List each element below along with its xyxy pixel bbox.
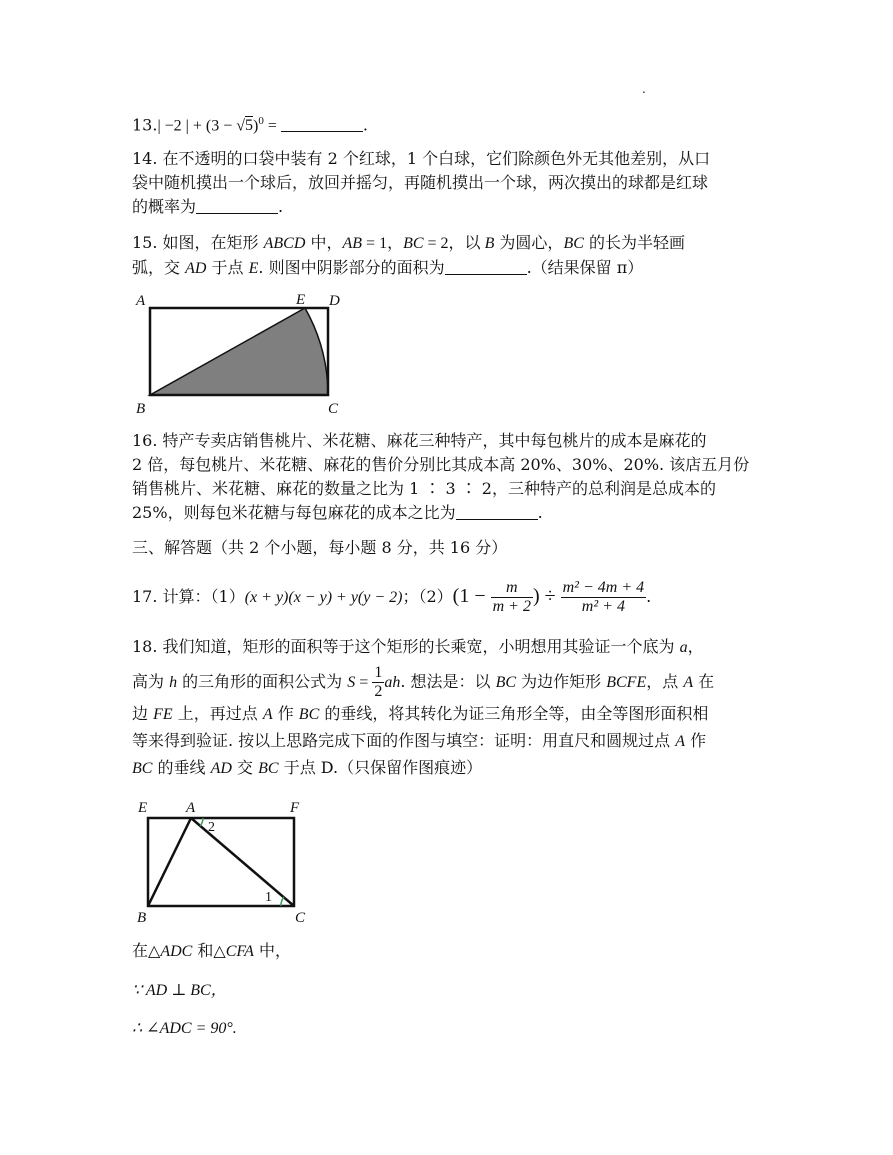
label-E: E [138, 800, 148, 816]
angle-1-mark [281, 897, 284, 906]
label-angle-1: 1 [265, 890, 272, 905]
question-16-line-2: 2 倍，每包桃片、米花糖、麻花的售价分别比其成本高 20%、30%、20%. 该店五月份 [132, 455, 750, 474]
because-line: ∵ AD ⊥ BC， [132, 982, 227, 999]
question-18-line-5: BC 的垂线 AD 交 BC 于点 D.（只保留作图痕迹） [132, 758, 483, 777]
therefore-line: ∴ ∠ADC = 90°. [132, 1020, 237, 1037]
answer-blank[interactable] [445, 258, 527, 275]
label-E: E [296, 292, 306, 308]
section-3-title: 三、解答题（共 2 个小题，每小题 8 分，共 16 分） [132, 538, 508, 557]
sqrt-sign: √ [236, 117, 246, 135]
label-F: F [290, 800, 300, 816]
label-A: A [136, 293, 146, 309]
label-A: A [186, 800, 196, 816]
question-15-line-1: 15. 如图，在矩形 ABCD 中，AB = 1，BC = 2，以 B 为圆心，BC 的长为半轻画 [132, 233, 685, 252]
label-D: D [329, 293, 340, 309]
answer-blank[interactable] [196, 197, 278, 214]
question-18-line-3: 边 FE 上，再过点 A 作 BC 的垂线，将其转化为证三角形全等，由全等图形面积相 [132, 704, 709, 723]
question-16-line-4: 25%，则每包米花糖与每包麻花的成本之比为 . [132, 503, 543, 522]
figure-rectangle-bcfe [130, 795, 330, 925]
label-angle-2: 2 [208, 820, 215, 835]
label-B: B [136, 401, 146, 417]
question-18-line-1: 18. 我们知道，矩形的面积等于这个矩形的长乘宽，小明想用其验证一个底为 a， [132, 637, 704, 656]
segment-ac [191, 818, 294, 906]
answer-blank[interactable] [456, 503, 538, 520]
question-15-line-2: 弧，交 AD 于点 E. 则图中阴影部分的面积为 .（结果保留 π） [132, 258, 644, 277]
corner-dot: . [642, 82, 646, 96]
answer-blank[interactable] [281, 115, 363, 132]
question-18-line-2: 高为 h 的三角形的面积公式为 S = $\frac{1}{2}$ ah. 想法是：以 BC 为边作矩形 BCFE，点 A 在 [132, 664, 715, 700]
figure-rectangle-abcd [130, 285, 360, 420]
fraction-2: $\frac{\text{m² − 4m + 4}}{\text{m² + 4}}$ [562, 579, 645, 615]
question-17: 17. 计算：（1）(x + y)(x − y) + y(y − 2)；（2）(1 − $\frac{m}{m + 2}$ ) ÷ $\frac{\text{m² − 4m + 4}}{\text{m² + 4}}$ . [132, 579, 652, 615]
question-14-line-3: 的概率为 . [132, 197, 284, 216]
question-18-line-4: 等来得到验证. 按以上思路完成下面的作图与填空：证明：用直尺和圆规过点 A 作 [132, 731, 707, 750]
segment-ab [148, 818, 191, 906]
question-14-line-1: 14. 在不透明的口袋中装有 2 个红球，1 个白球，它们除颜色外无其他差别，从口 [132, 149, 711, 168]
question-16-line-3: 销售桃片、米花糖、麻花的数量之比为 1 ∶ 3 ∶ 2，三种特产的总利润是总成本的 [132, 479, 716, 498]
label-C: C [295, 910, 306, 925]
question-14-line-2: 袋中随机摸出一个球后，放回并摇匀，再随机摸出一个球，两次摸出的球都是红球 [132, 173, 709, 192]
label-C: C [328, 401, 339, 417]
question-16-line-1: 16. 特产专卖店销售桃片、米花糖、麻花三种特产，其中每包桃片的成本是麻花的 [132, 431, 707, 450]
fraction-half: $\frac{1}{2}$ [374, 664, 383, 700]
label-B: B [137, 910, 147, 925]
question-13: 13.| −2 | + $(3 - √5)^0$ = . [132, 115, 368, 135]
shaded-sector [150, 308, 328, 395]
fraction-1: $\frac{m}{m + 2}$ [492, 579, 531, 615]
triangles-intro: 在△ADC 和△CFA 中， [132, 941, 291, 960]
